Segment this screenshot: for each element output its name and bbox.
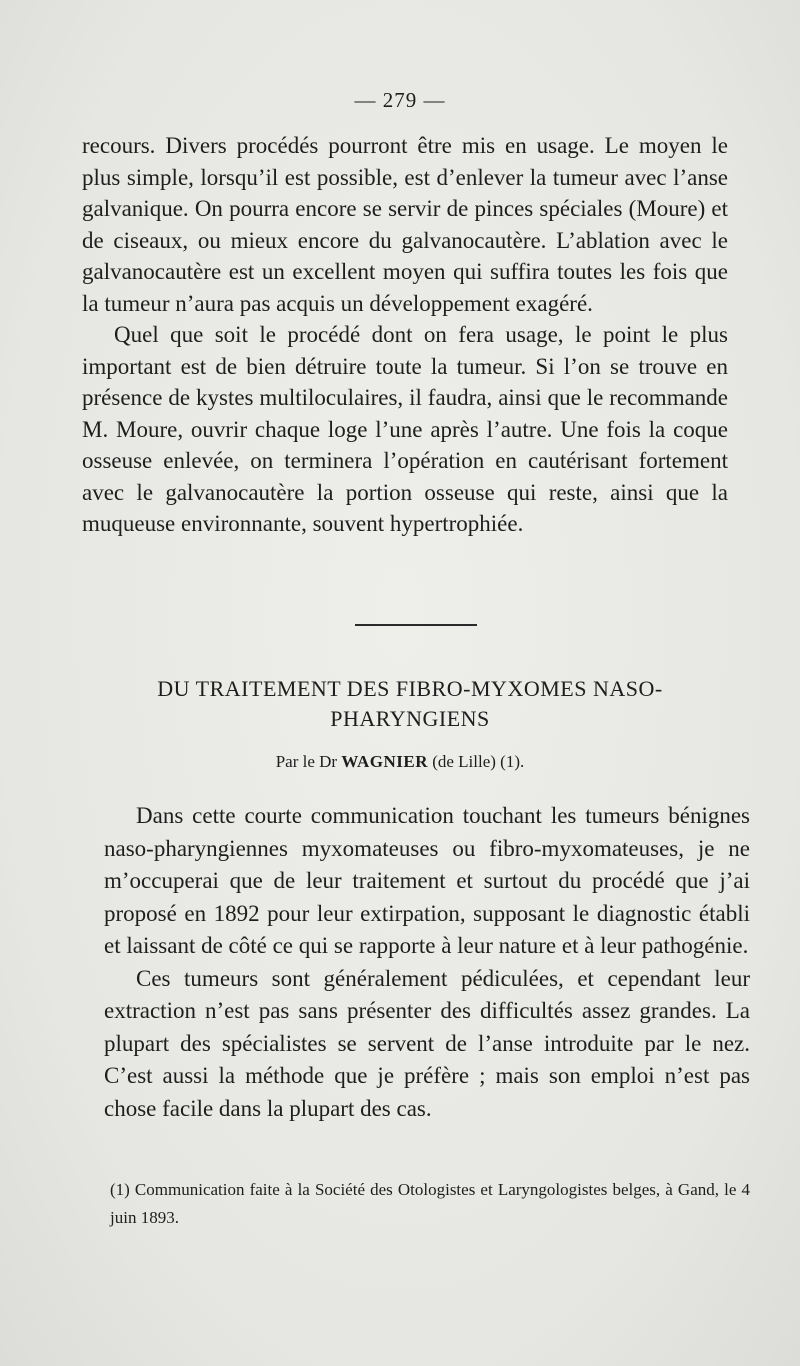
- article-body: [104, 800, 750, 1125]
- byline-prefix: Par le Dr: [275, 752, 338, 771]
- paragraph: Dans cette courte communication touchant les tumeurs bénignes naso-pharyngiennes myxomateuses ou fibro-myxomateuses, je ne m’occuperai que de leur traitement et surtout du procédé que j’ai proposé en 1892 pour leur extirpation, supposant le diagnostic établi et laissant de côté ce qui se rapporte à leur nature et à leur pathogénie.: [104, 803, 750, 958]
- article-byline: [0, 752, 800, 772]
- page-number: — 279 —: [354, 88, 446, 112]
- paragraph: recours. Divers procédés pourront être mis en usage. Le moyen le plus simple, lorsqu’il est possible, est d’enlever la tumeur avec l’anse galvanique. On pourra encore se servir de pinces spéciales (Moure) et de ciseaux, ou mieux encore du galvanocautère. L’ablation avec le galvanocautère est un excellent moyen qui suffira toutes les fois que la tumeur n’aura pas acquis un développement exagéré.: [82, 133, 728, 316]
- footnote: (1) Communication faite à la Société des Otologistes et Laryngologistes belges, à Gand, le 4 juin 1893.: [110, 1180, 750, 1227]
- byline-suffix: (de Lille) (1).: [432, 752, 525, 771]
- section-continuation: [82, 130, 728, 540]
- paragraph: Quel que soit le procédé dont on fera usage, le point le plus important est de bien détruire toute la tumeur. Si l’on se trouve en présence de kystes multiloculaires, il faudra, ainsi que le recommande M. Moure, ouvrir chaque loge l’une après l’autre. Une fois la coque osseuse enlevée, on terminera l’opération en cautérisant fortement avec le galvanocautère la portion osseuse qui reste, ainsi que la muqueuse environnante, souvent hypertrophiée.: [82, 322, 728, 536]
- article-title-line: PHARYNGIENS: [330, 706, 490, 731]
- byline-author: WAGNIER: [341, 752, 428, 771]
- article-title: [100, 674, 720, 734]
- section-divider: [355, 624, 477, 626]
- paragraph: Ces tumeurs sont généralement pédiculées, et cependant leur extraction n’est pas sans présenter des difficultés assez grandes. La plupart des spécialistes se servent de l’anse introduite par le nez. C’est aussi la méthode que je préfère ; mais son emploi n’est pas chose facile dans la plupart des cas.: [104, 965, 750, 1121]
- article-title-line: DU TRAITEMENT DES FIBRO-MYXOMES NASO-: [157, 676, 663, 701]
